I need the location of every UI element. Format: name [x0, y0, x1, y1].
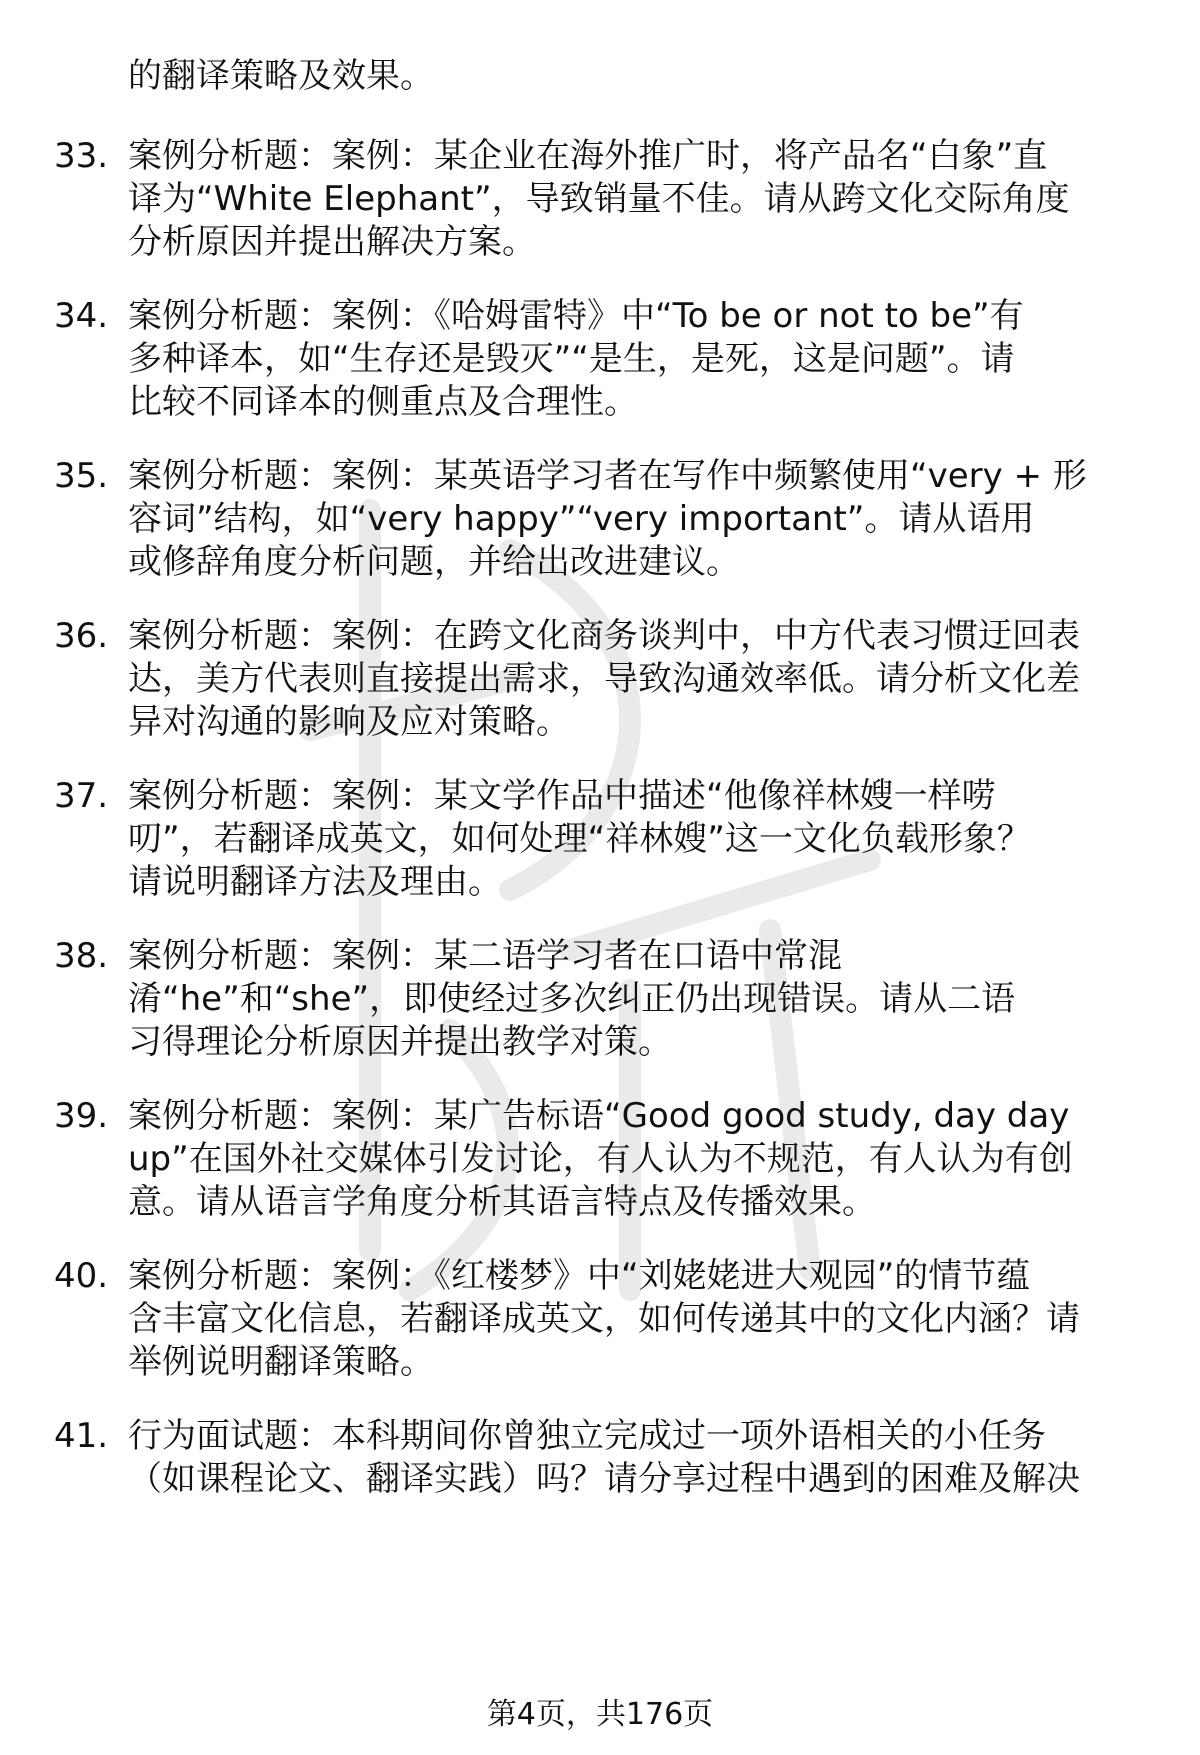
question-line: up”在国外社交媒体引发讨论，有人认为不规范，有人认为有创 — [128, 1139, 1073, 1179]
question-line: 达，美方代表则直接提出需求，导致沟通效率低。请分析文化差 — [128, 659, 1080, 699]
question-number: 40. — [54, 1256, 109, 1296]
question-line: 案例分析题：案例：《红楼梦》中“刘姥姥进大观园”的情节蕴 — [128, 1256, 1031, 1296]
page-footer: 第4页，共176页 — [486, 1697, 714, 1732]
question-line: 案例分析题：案例：某二语学习者在口语中常混 — [128, 936, 842, 976]
question-line: 意。请从语言学角度分析其语言特点及传播效果。 — [128, 1182, 876, 1222]
question-line: 分析原因并提出解决方案。 — [128, 222, 536, 262]
question-number: 39. — [54, 1096, 109, 1136]
question-number: 37. — [54, 776, 109, 816]
question-line: 行为面试题：本科期间你曾独立完成过一项外语相关的小任务 — [128, 1416, 1046, 1456]
question-line: 案例分析题：案例：某英语学习者在写作中频繁使用“very + 形 — [128, 456, 1087, 496]
question-line: 淆“he”和“she”，即使经过多次纠正仍出现错误。请从二语 — [128, 979, 1016, 1019]
question-line: 案例分析题：案例：某广告标语“Good good study, day day — [128, 1096, 1070, 1136]
question-line: 或修辞角度分析问题，并给出改进建议。 — [128, 542, 740, 582]
question-number: 36. — [54, 616, 109, 656]
question-line: （如课程论文、翻译实践）吗？请分享过程中遇到的困难及解决 — [128, 1459, 1080, 1499]
question-line: 多种译本，如“生存还是毁灭”“是生，是死，这是问题”。请 — [128, 339, 1015, 379]
question-line: 举例说明翻译策略。 — [128, 1342, 434, 1382]
question-number: 34. — [54, 296, 109, 336]
question-line: 案例分析题：案例：某企业在海外推广时，将产品名“白象”直 — [128, 136, 1048, 176]
question-line: 含丰富文化信息，若翻译成英文，如何传递其中的文化内涵？请 — [128, 1299, 1080, 1339]
question-line: 案例分析题：案例：在跨文化商务谈判中，中方代表习惯迂回表 — [128, 616, 1080, 656]
question-line: 案例分析题：案例：《哈姆雷特》中“To be or not to be”有 — [128, 296, 1024, 336]
question-number: 33. — [54, 136, 109, 176]
question-number: 38. — [54, 936, 109, 976]
question-line: 案例分析题：案例：某文学作品中描述“他像祥林嫂一样唠 — [128, 776, 996, 816]
question-line: 异对沟通的影响及应对策略。 — [128, 702, 570, 742]
question-line: 容词”结构，如“very happy”“very important”。请从语用 — [128, 499, 1035, 539]
question-line: 请说明翻译方法及理由。 — [128, 862, 502, 902]
question-line: 习得理论分析原因并提出教学对策。 — [128, 1022, 672, 1062]
question-line: 译为“White Elephant”，导致销量不佳。请从跨文化交际角度 — [128, 179, 1070, 219]
question-line: 叨”，若翻译成英文，如何处理“祥林嫂”这一文化负载形象？ — [128, 819, 1031, 859]
question-line: 比较不同译本的侧重点及合理性。 — [128, 382, 638, 422]
question-number: 35. — [54, 456, 109, 496]
question-number: 41. — [54, 1416, 109, 1456]
lead-in-text: 的翻译策略及效果。 — [128, 56, 434, 96]
